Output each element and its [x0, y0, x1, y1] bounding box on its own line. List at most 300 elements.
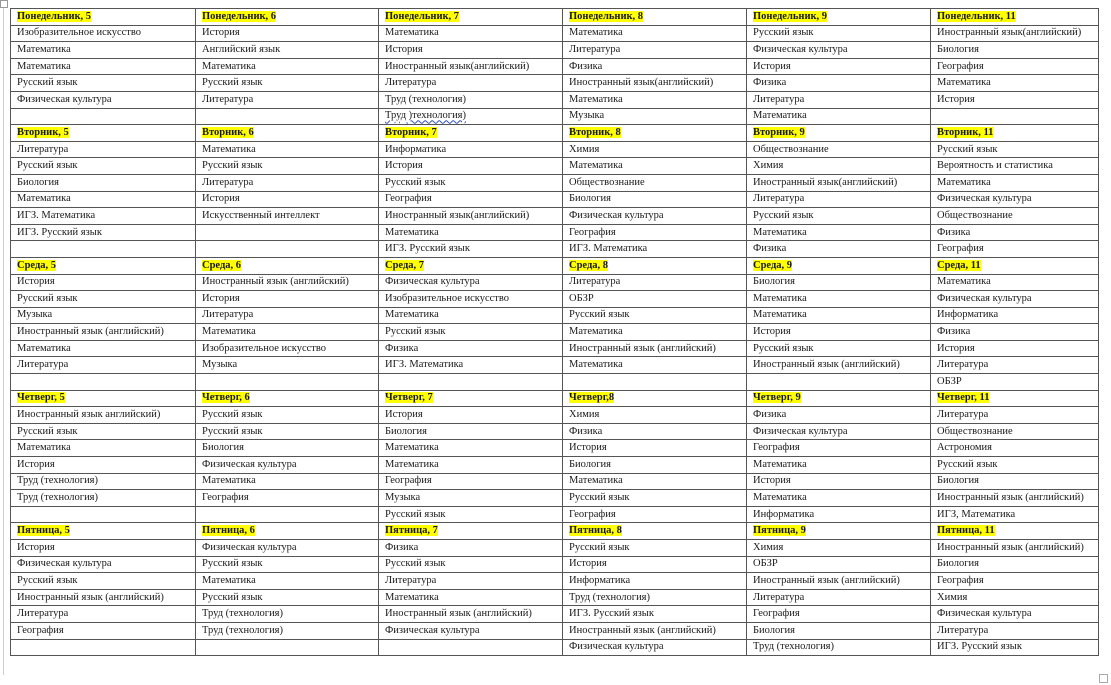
lesson-cell[interactable]	[931, 423, 1099, 440]
lesson-cell[interactable]	[11, 407, 196, 424]
lesson-label: Русский язык	[569, 492, 630, 504]
lesson-cell[interactable]	[563, 490, 747, 507]
lesson-cell[interactable]	[196, 224, 379, 241]
lesson-cell[interactable]	[563, 174, 747, 191]
lesson-cell[interactable]	[379, 224, 563, 241]
table-move-handle[interactable]	[0, 0, 8, 8]
lesson-cell[interactable]	[747, 506, 931, 523]
lesson-cell[interactable]	[379, 556, 563, 573]
lesson-row	[11, 208, 1099, 225]
lesson-cell[interactable]	[379, 307, 563, 324]
lesson-label: Математика	[753, 292, 807, 304]
lesson-label: Обществознание	[937, 425, 1013, 437]
lesson-cell[interactable]	[379, 407, 563, 424]
lesson-cell[interactable]	[563, 241, 747, 258]
day-header-cell[interactable]	[196, 125, 379, 142]
lesson-label: Литература	[753, 591, 805, 603]
lesson-cell[interactable]	[11, 622, 196, 639]
lesson-cell[interactable]	[747, 374, 931, 391]
lesson-label: Иностранный язык (английский)	[569, 342, 716, 354]
lesson-cell[interactable]	[931, 191, 1099, 208]
lesson-cell[interactable]	[196, 506, 379, 523]
lesson-cell[interactable]	[563, 457, 747, 474]
day-header-cell[interactable]	[196, 9, 379, 26]
lesson-cell[interactable]	[747, 540, 931, 557]
lesson-label: История	[17, 458, 55, 470]
lesson-cell[interactable]	[563, 374, 747, 391]
lesson-label: История	[937, 93, 975, 105]
lesson-cell[interactable]	[11, 573, 196, 590]
lesson-label: Физическая культура	[937, 193, 1032, 205]
day-header-cell[interactable]	[931, 9, 1099, 26]
lesson-cell[interactable]	[747, 174, 931, 191]
lesson-label: Иностранный язык (английский)	[937, 541, 1084, 553]
lesson-cell[interactable]	[11, 490, 196, 507]
lesson-cell[interactable]	[196, 307, 379, 324]
lesson-row	[11, 224, 1099, 241]
lesson-cell[interactable]	[379, 357, 563, 374]
lesson-cell[interactable]	[563, 540, 747, 557]
day-header-cell[interactable]	[11, 390, 196, 407]
lesson-cell[interactable]	[747, 75, 931, 92]
day-header-row	[11, 257, 1099, 274]
lesson-cell[interactable]	[11, 174, 196, 191]
lesson-cell[interactable]	[11, 639, 196, 656]
lesson-cell[interactable]	[563, 25, 747, 42]
lesson-cell[interactable]	[11, 374, 196, 391]
lesson-cell[interactable]	[747, 639, 931, 656]
lesson-cell[interactable]	[379, 440, 563, 457]
lesson-cell[interactable]	[379, 473, 563, 490]
lesson-label: Физика	[937, 326, 971, 338]
day-header-cell[interactable]	[747, 390, 931, 407]
lesson-cell[interactable]	[747, 91, 931, 108]
lesson-label: Труд (технология)	[202, 608, 284, 620]
lesson-cell[interactable]	[379, 91, 563, 108]
lesson-cell[interactable]	[11, 506, 196, 523]
lesson-row	[11, 457, 1099, 474]
lesson-cell[interactable]	[931, 307, 1099, 324]
lesson-cell[interactable]	[11, 25, 196, 42]
lesson-cell[interactable]	[931, 208, 1099, 225]
lesson-cell[interactable]	[196, 473, 379, 490]
lesson-cell[interactable]	[379, 589, 563, 606]
lesson-cell[interactable]	[931, 606, 1099, 623]
lesson-row	[11, 556, 1099, 573]
lesson-cell[interactable]	[931, 25, 1099, 42]
lesson-row	[11, 75, 1099, 92]
lesson-label: Литература	[753, 93, 805, 105]
lesson-row	[11, 340, 1099, 357]
lesson-label: Литература	[385, 77, 437, 89]
lesson-label: Физическая культура	[385, 276, 480, 288]
lesson-cell[interactable]	[747, 622, 931, 639]
lesson-label: Иностранный язык(английский)	[569, 77, 714, 89]
lesson-cell[interactable]	[563, 108, 747, 125]
lesson-label: Математика	[753, 458, 807, 470]
lesson-label: География	[937, 243, 984, 255]
day-header-cell[interactable]	[379, 523, 563, 540]
lesson-cell[interactable]	[747, 573, 931, 590]
day-header-cell[interactable]	[11, 257, 196, 274]
lesson-cell[interactable]	[196, 141, 379, 158]
lesson-label: Иностранный язык английский)	[17, 409, 161, 421]
lesson-cell[interactable]	[379, 241, 563, 258]
lesson-cell[interactable]	[563, 573, 747, 590]
lesson-cell[interactable]	[931, 490, 1099, 507]
day-header-cell[interactable]	[11, 9, 196, 26]
lesson-cell[interactable]	[196, 589, 379, 606]
lesson-cell[interactable]	[11, 457, 196, 474]
lesson-cell[interactable]	[11, 540, 196, 557]
lesson-cell[interactable]	[747, 556, 931, 573]
lesson-cell[interactable]	[563, 141, 747, 158]
lesson-cell[interactable]	[931, 291, 1099, 308]
lesson-cell[interactable]	[747, 606, 931, 623]
lesson-cell[interactable]	[563, 191, 747, 208]
lesson-cell[interactable]	[931, 357, 1099, 374]
lesson-cell[interactable]	[11, 224, 196, 241]
lesson-cell[interactable]	[379, 75, 563, 92]
lesson-cell[interactable]	[563, 423, 747, 440]
lesson-cell[interactable]	[563, 58, 747, 75]
lesson-cell[interactable]	[196, 58, 379, 75]
lesson-cell[interactable]	[196, 540, 379, 557]
lesson-cell[interactable]	[11, 606, 196, 623]
lesson-cell[interactable]	[379, 108, 563, 125]
lesson-cell[interactable]	[196, 407, 379, 424]
lesson-row	[11, 91, 1099, 108]
lesson-cell[interactable]	[11, 91, 196, 108]
lesson-cell[interactable]	[11, 589, 196, 606]
lesson-cell[interactable]	[931, 42, 1099, 59]
lesson-cell[interactable]	[196, 75, 379, 92]
lesson-label: Иностранный язык(английский)	[753, 176, 898, 188]
lesson-cell[interactable]	[196, 274, 379, 291]
day-header-cell[interactable]	[379, 9, 563, 26]
lesson-cell[interactable]	[11, 75, 196, 92]
lesson-label: Русский язык	[753, 209, 814, 221]
lesson-cell[interactable]	[379, 457, 563, 474]
lesson-label: История	[202, 292, 240, 304]
lesson-cell[interactable]	[747, 307, 931, 324]
lesson-cell[interactable]	[196, 573, 379, 590]
day-header-cell[interactable]	[11, 125, 196, 142]
lesson-cell[interactable]	[563, 42, 747, 59]
schedule-body	[11, 9, 1099, 656]
lesson-cell[interactable]	[379, 423, 563, 440]
day-header-label: Вторник, 9	[753, 126, 805, 138]
lesson-cell[interactable]	[196, 440, 379, 457]
lesson-cell[interactable]	[747, 473, 931, 490]
lesson-cell[interactable]	[747, 407, 931, 424]
lesson-cell[interactable]	[747, 423, 931, 440]
lesson-cell[interactable]	[379, 374, 563, 391]
lesson-cell[interactable]	[11, 274, 196, 291]
lesson-cell[interactable]	[747, 42, 931, 59]
lesson-cell[interactable]	[931, 407, 1099, 424]
lesson-cell[interactable]	[563, 357, 747, 374]
day-header-cell[interactable]	[747, 9, 931, 26]
lesson-cell[interactable]	[379, 639, 563, 656]
lesson-cell[interactable]	[196, 556, 379, 573]
lesson-cell[interactable]	[379, 540, 563, 557]
lesson-cell[interactable]	[563, 274, 747, 291]
lesson-cell[interactable]	[563, 589, 747, 606]
lesson-label: География	[202, 492, 249, 504]
lesson-cell[interactable]	[931, 473, 1099, 490]
lesson-label: Математика	[569, 160, 623, 172]
day-header-cell[interactable]	[196, 257, 379, 274]
lesson-cell[interactable]	[11, 291, 196, 308]
lesson-cell[interactable]	[931, 589, 1099, 606]
lesson-cell[interactable]	[931, 622, 1099, 639]
lesson-cell[interactable]	[563, 506, 747, 523]
lesson-cell[interactable]	[379, 141, 563, 158]
day-header-cell[interactable]	[196, 523, 379, 540]
lesson-cell[interactable]	[196, 25, 379, 42]
lesson-cell[interactable]	[747, 58, 931, 75]
lesson-cell[interactable]	[196, 241, 379, 258]
day-header-cell[interactable]	[931, 125, 1099, 142]
lesson-cell[interactable]	[11, 241, 196, 258]
lesson-cell[interactable]	[196, 622, 379, 639]
lesson-cell[interactable]	[196, 42, 379, 59]
day-header-cell[interactable]	[563, 523, 747, 540]
lesson-cell[interactable]	[747, 108, 931, 125]
lesson-cell[interactable]	[379, 174, 563, 191]
lesson-cell[interactable]	[379, 506, 563, 523]
lesson-cell[interactable]	[563, 473, 747, 490]
lesson-cell[interactable]	[379, 324, 563, 341]
day-header-label: Пятница, 11	[937, 525, 995, 537]
lesson-cell[interactable]	[11, 108, 196, 125]
day-header-cell[interactable]	[379, 390, 563, 407]
lesson-cell[interactable]	[563, 158, 747, 175]
lesson-cell[interactable]	[11, 307, 196, 324]
lesson-row	[11, 141, 1099, 158]
lesson-row	[11, 473, 1099, 490]
day-header-row	[11, 523, 1099, 540]
lesson-cell[interactable]	[931, 540, 1099, 557]
lesson-cell[interactable]	[379, 191, 563, 208]
lesson-label: Музыка	[17, 309, 53, 321]
lesson-cell[interactable]	[931, 274, 1099, 291]
lesson-cell[interactable]	[747, 274, 931, 291]
lesson-cell[interactable]	[11, 357, 196, 374]
day-header-cell[interactable]	[931, 257, 1099, 274]
lesson-cell[interactable]	[563, 556, 747, 573]
day-header-cell[interactable]	[563, 257, 747, 274]
lesson-cell[interactable]	[747, 440, 931, 457]
lesson-label: История	[202, 27, 240, 39]
day-header-cell[interactable]	[379, 257, 563, 274]
lesson-cell[interactable]	[747, 191, 931, 208]
lesson-cell[interactable]	[931, 374, 1099, 391]
lesson-cell[interactable]	[379, 490, 563, 507]
lesson-cell[interactable]	[379, 42, 563, 59]
lesson-cell[interactable]	[563, 606, 747, 623]
lesson-label: Математика	[753, 309, 807, 321]
lesson-cell[interactable]	[747, 324, 931, 341]
lesson-cell[interactable]	[563, 91, 747, 108]
day-header-cell[interactable]	[747, 125, 931, 142]
lesson-cell[interactable]	[379, 158, 563, 175]
lesson-cell[interactable]	[931, 324, 1099, 341]
lesson-label: Биология	[753, 276, 796, 288]
lesson-row	[11, 606, 1099, 623]
lesson-cell[interactable]	[11, 423, 196, 440]
lesson-cell[interactable]	[563, 291, 747, 308]
day-header-cell[interactable]	[196, 390, 379, 407]
lesson-cell[interactable]	[563, 622, 747, 639]
lesson-cell[interactable]	[931, 556, 1099, 573]
day-header-cell[interactable]	[931, 390, 1099, 407]
lesson-cell[interactable]	[747, 241, 931, 258]
lesson-cell[interactable]	[931, 440, 1099, 457]
lesson-cell[interactable]	[11, 440, 196, 457]
lesson-cell[interactable]	[196, 639, 379, 656]
lesson-cell[interactable]	[379, 25, 563, 42]
lesson-label: География	[569, 226, 616, 238]
lesson-label: Биология	[385, 425, 428, 437]
lesson-label: Литература	[17, 359, 69, 371]
lesson-cell[interactable]	[931, 91, 1099, 108]
day-header-cell[interactable]	[563, 390, 747, 407]
lesson-cell[interactable]	[379, 274, 563, 291]
lesson-cell[interactable]	[11, 208, 196, 225]
lesson-cell[interactable]	[11, 42, 196, 59]
lesson-label: Химия	[937, 591, 968, 603]
lesson-cell[interactable]	[747, 208, 931, 225]
day-header-cell[interactable]	[563, 125, 747, 142]
lesson-cell[interactable]	[11, 58, 196, 75]
lesson-label: Русский язык	[937, 143, 998, 155]
lesson-cell[interactable]	[563, 440, 747, 457]
lesson-cell[interactable]	[196, 174, 379, 191]
lesson-cell[interactable]	[931, 224, 1099, 241]
lesson-cell[interactable]	[747, 141, 931, 158]
lesson-cell[interactable]	[747, 490, 931, 507]
lesson-cell[interactable]	[747, 291, 931, 308]
lesson-cell[interactable]	[931, 241, 1099, 258]
lesson-cell[interactable]	[379, 606, 563, 623]
lesson-cell[interactable]	[563, 208, 747, 225]
lesson-cell[interactable]	[196, 374, 379, 391]
lesson-cell[interactable]	[196, 423, 379, 440]
lesson-row	[11, 506, 1099, 523]
lesson-cell[interactable]	[379, 208, 563, 225]
lesson-cell[interactable]	[931, 340, 1099, 357]
day-header-cell[interactable]	[931, 523, 1099, 540]
lesson-label: Русский язык	[17, 425, 78, 437]
lesson-cell[interactable]	[196, 606, 379, 623]
lesson-cell[interactable]	[196, 291, 379, 308]
lesson-cell[interactable]	[196, 457, 379, 474]
lesson-label: История	[17, 276, 55, 288]
lesson-cell[interactable]	[11, 141, 196, 158]
table-resize-handle[interactable]	[1099, 674, 1108, 683]
lesson-cell[interactable]	[196, 340, 379, 357]
lesson-cell[interactable]	[563, 324, 747, 341]
lesson-cell[interactable]	[196, 357, 379, 374]
day-header-label: Вторник, 11	[937, 126, 994, 138]
day-header-label: Четверг, 5	[17, 392, 65, 404]
lesson-cell[interactable]	[196, 208, 379, 225]
lesson-cell[interactable]	[563, 307, 747, 324]
lesson-cell[interactable]	[11, 324, 196, 341]
lesson-label: Литература	[17, 143, 69, 155]
lesson-cell[interactable]	[379, 58, 563, 75]
lesson-cell[interactable]	[563, 224, 747, 241]
lesson-row	[11, 274, 1099, 291]
lesson-cell[interactable]	[931, 58, 1099, 75]
lesson-cell[interactable]	[747, 224, 931, 241]
lesson-label: Физическая культура	[202, 458, 297, 470]
lesson-cell[interactable]	[11, 473, 196, 490]
lesson-cell[interactable]	[379, 340, 563, 357]
lesson-cell[interactable]	[196, 490, 379, 507]
lesson-cell[interactable]	[196, 108, 379, 125]
lesson-cell[interactable]	[747, 589, 931, 606]
lesson-label: Математика	[753, 226, 807, 238]
lesson-cell[interactable]	[11, 340, 196, 357]
lesson-cell[interactable]	[931, 573, 1099, 590]
lesson-cell[interactable]	[563, 340, 747, 357]
lesson-cell[interactable]	[931, 141, 1099, 158]
lesson-cell[interactable]	[931, 174, 1099, 191]
lesson-label: История	[569, 442, 607, 454]
lesson-label: Русский язык	[753, 27, 814, 39]
lesson-cell[interactable]	[563, 639, 747, 656]
lesson-label: Математика	[937, 176, 991, 188]
lesson-cell[interactable]	[563, 407, 747, 424]
lesson-cell[interactable]	[931, 158, 1099, 175]
lesson-label: История	[753, 326, 791, 338]
lesson-cell[interactable]	[563, 75, 747, 92]
lesson-cell[interactable]	[379, 573, 563, 590]
day-header-label: Четверг,8	[569, 392, 615, 404]
lesson-cell[interactable]	[196, 158, 379, 175]
lesson-cell[interactable]	[931, 108, 1099, 125]
day-header-cell[interactable]	[379, 125, 563, 142]
day-header-cell[interactable]	[747, 523, 931, 540]
lesson-cell[interactable]	[747, 25, 931, 42]
lesson-cell[interactable]	[11, 158, 196, 175]
lesson-cell[interactable]	[196, 191, 379, 208]
lesson-label: Обществознание	[937, 209, 1013, 221]
lesson-cell[interactable]	[931, 506, 1099, 523]
lesson-row	[11, 374, 1099, 391]
lesson-cell[interactable]	[11, 191, 196, 208]
lesson-cell[interactable]	[196, 324, 379, 341]
day-header-cell[interactable]	[563, 9, 747, 26]
lesson-cell[interactable]	[931, 75, 1099, 92]
lesson-cell[interactable]	[196, 91, 379, 108]
day-header-cell[interactable]	[11, 523, 196, 540]
lesson-cell[interactable]	[11, 556, 196, 573]
lesson-cell[interactable]	[379, 291, 563, 308]
lesson-cell[interactable]	[747, 357, 931, 374]
lesson-cell[interactable]	[931, 457, 1099, 474]
lesson-cell[interactable]	[931, 639, 1099, 656]
lesson-cell[interactable]	[747, 457, 931, 474]
lesson-label: Математика	[937, 77, 991, 89]
lesson-cell[interactable]	[747, 340, 931, 357]
day-header-cell[interactable]	[747, 257, 931, 274]
lesson-cell[interactable]	[747, 158, 931, 175]
lesson-cell[interactable]	[379, 622, 563, 639]
